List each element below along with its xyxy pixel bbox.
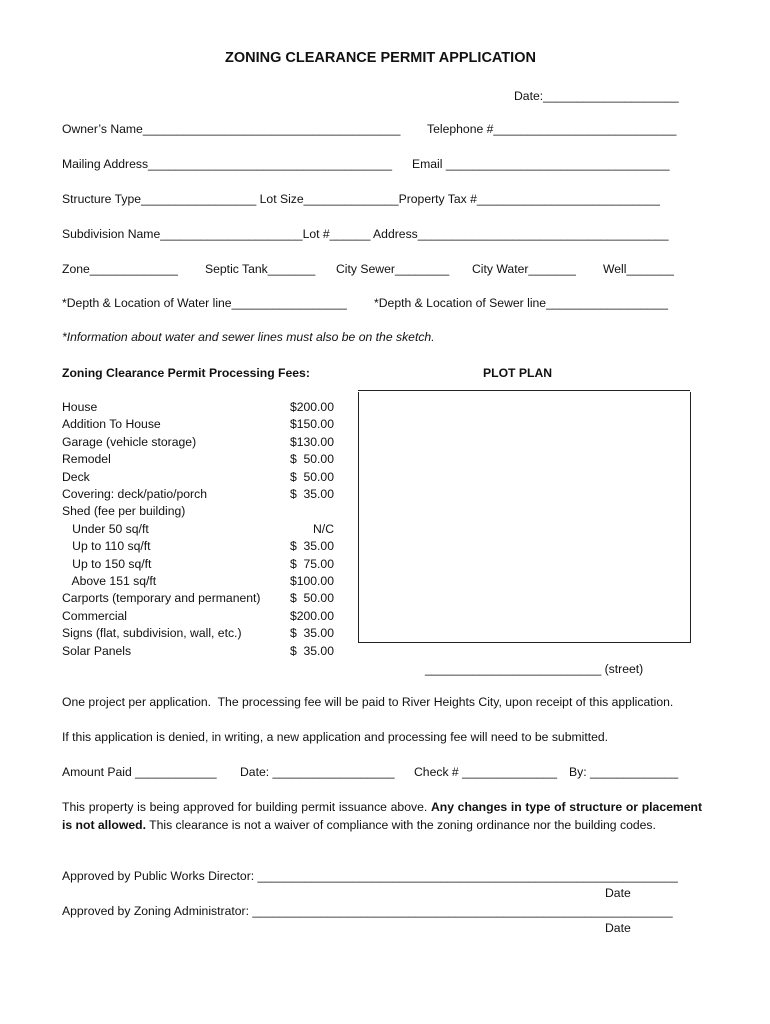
fee-label: Covering: deck/patio/porch xyxy=(62,487,207,501)
plot-plan-top-rule xyxy=(358,390,690,391)
approval-text-2: This clearance is not a waiver of compliance with the zoning ordinance nor the building codes. xyxy=(145,817,656,832)
payment-date-field[interactable]: Date: __________________ xyxy=(240,765,395,779)
plot-plan-box[interactable] xyxy=(358,392,691,643)
fee-label: Solar Panels xyxy=(62,643,132,658)
fee-amount: $ 50.00 xyxy=(289,591,334,606)
city-sewer-field[interactable]: City Sewer________ xyxy=(336,262,450,276)
fee-amount: $200.00 xyxy=(289,400,334,414)
email-field[interactable]: Email _________________________________ xyxy=(412,157,670,171)
fee-amount: $ 35.00 xyxy=(289,626,334,641)
fee-label: Garage (vehicle storage) xyxy=(62,434,197,449)
fee-amount: $ 35.00 xyxy=(289,643,334,658)
telephone-field[interactable]: Telephone #___________________________ xyxy=(427,122,677,136)
street-line[interactable]: __________________________ (street) xyxy=(425,662,644,676)
zone-field[interactable]: Zone_____________ xyxy=(62,262,178,276)
fee-amount: $150.00 xyxy=(289,417,334,432)
date-label-1: Date xyxy=(605,886,631,900)
page-title: ZONING CLEARANCE PERMIT APPLICATION xyxy=(225,50,536,66)
check-number-field[interactable]: Check # ______________ xyxy=(414,765,557,779)
subdivision-lot-address-row[interactable]: Subdivision Name_____________________Lot #______ Address_____________________________________ xyxy=(62,227,669,241)
septic-tank-field[interactable]: Septic Tank_______ xyxy=(205,262,316,276)
plot-plan-heading: PLOT PLAN xyxy=(483,366,553,380)
water-line-depth-field[interactable]: *Depth & Location of Water line_________________ xyxy=(62,296,347,310)
received-by-field[interactable]: By: _____________ xyxy=(569,765,679,779)
fee-amount: $ 50.00 xyxy=(289,469,334,484)
fee-label: Above 151 sq/ft xyxy=(62,574,157,588)
fee-amount: $ 75.00 xyxy=(289,556,334,571)
fee-label: Under 50 sq/ft xyxy=(62,521,149,536)
fee-amount: $100.00 xyxy=(289,574,334,588)
approval-text-1: This property is being approved for building permit issuance above. xyxy=(62,800,431,814)
fee-amount: $ 35.00 xyxy=(289,487,334,501)
city-water-field[interactable]: City Water_______ xyxy=(472,262,576,276)
mailing-address-field[interactable]: Mailing Address____________________________________ xyxy=(62,157,393,171)
structure-lot-tax-row[interactable]: Structure Type_________________ Lot Size______________Property Tax #___________________________ xyxy=(62,192,660,206)
amount-paid-field[interactable]: Amount Paid ____________ xyxy=(62,765,217,779)
info-note: *Information about water and sewer lines must also be on the sketch. xyxy=(62,330,435,344)
well-field[interactable]: Well_______ xyxy=(603,262,674,276)
date-field[interactable]: Date:____________________ xyxy=(514,89,679,103)
fee-amount: $130.00 xyxy=(289,434,334,449)
fee-label: Remodel xyxy=(62,452,111,467)
fee-amount: $200.00 xyxy=(289,608,334,623)
fee-label: Addition To House xyxy=(62,417,161,432)
public-works-approval-field[interactable]: Approved by Public Works Director: ______________________________________________________________ xyxy=(62,869,678,883)
one-project-note: One project per application. The processing fee will be paid to River Heights City, upon receipt of this application. xyxy=(62,695,674,709)
date-label-2: Date xyxy=(605,921,631,935)
fee-label: Up to 110 sq/ft xyxy=(62,539,151,554)
sewer-line-depth-field[interactable]: *Depth & Location of Sewer line__________________ xyxy=(374,296,669,310)
approval-paragraph xyxy=(62,799,702,834)
zoning-admin-approval-field[interactable]: Approved by Zoning Administrator: ______________________________________________________________ xyxy=(62,904,673,918)
fee-amount: N/C xyxy=(313,521,334,536)
fee-label: House xyxy=(62,400,98,414)
fee-label: Commercial xyxy=(62,608,128,623)
fee-label: Signs (flat, subdivision, wall, etc.) xyxy=(62,626,242,641)
fee-amount: $ 50.00 xyxy=(289,452,334,467)
fee-label: Shed (fee per building) xyxy=(62,504,186,519)
fee-amount: $ 35.00 xyxy=(289,539,334,554)
denied-note: If this application is denied, in writing, a new application and processing fee will need to be submitted. xyxy=(62,730,609,744)
approval-text-bold: Any changes in type of structure or placement is not allowed. xyxy=(62,800,702,832)
owner-name-field[interactable]: Owner’s Name______________________________________ xyxy=(62,122,401,136)
fee-label: Carports (temporary and permanent) xyxy=(62,591,261,606)
fee-label: Up to 150 sq/ft xyxy=(62,556,152,571)
fees-heading: Zoning Clearance Permit Processing Fees: xyxy=(62,366,310,380)
fee-label: Deck xyxy=(62,469,90,484)
